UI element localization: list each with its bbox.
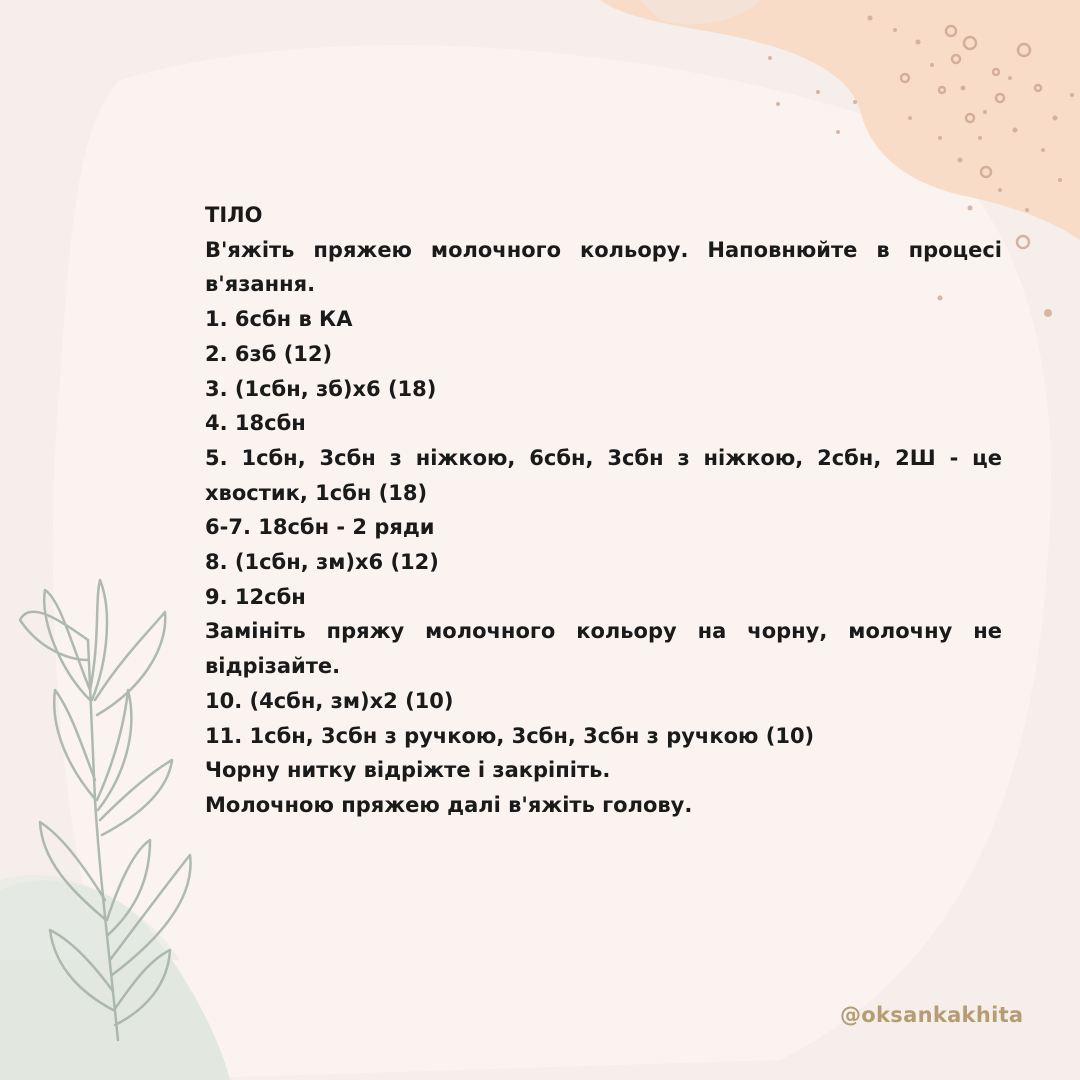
pattern-row: 9. 12сбн	[205, 584, 306, 609]
pattern-row: 2. 6зб (12)	[205, 341, 333, 366]
note-line: відрізайте.	[205, 654, 341, 679]
author-watermark: @oksankakhita	[840, 1003, 1024, 1027]
note-line: Замініть пряжу молочного кольору на чорну, молочну не	[205, 619, 1002, 644]
pattern-row: хвостик, 1сбн (18)	[205, 480, 428, 505]
intro-line: в'язання.	[205, 272, 316, 297]
pattern-row: 10. (4сбн, зм)х2 (10)	[205, 688, 454, 713]
pattern-row: 8. (1сбн, зм)х6 (12)	[205, 550, 439, 575]
section-heading: ТІЛО	[205, 203, 263, 227]
outro-line: Молочною пряжею далі в'яжіть голову.	[205, 792, 693, 817]
intro-line: В'яжіть пряжею молочного кольору. Наповнюйте в процесі	[205, 237, 1002, 262]
pattern-row: 4. 18сбн	[205, 411, 306, 436]
pattern-row: 6-7. 18сбн - 2 ряди	[205, 515, 435, 540]
pattern-row: 5. 1сбн, 3сбн з ніжкою, 6сбн, 3сбн з ніжкою, 2сбн, 2Ш - це	[205, 445, 1002, 470]
pattern-text	[205, 198, 1002, 823]
pattern-row: 11. 1сбн, 3сбн з ручкою, 3сбн, 3сбн з ручкою (10)	[205, 723, 815, 748]
pattern-row: 1. 6сбн в КА	[205, 307, 353, 332]
outro-line: Чорну нитку відріжте і закріпіть.	[205, 758, 611, 783]
pattern-row: 3. (1сбн, зб)х6 (18)	[205, 376, 437, 401]
